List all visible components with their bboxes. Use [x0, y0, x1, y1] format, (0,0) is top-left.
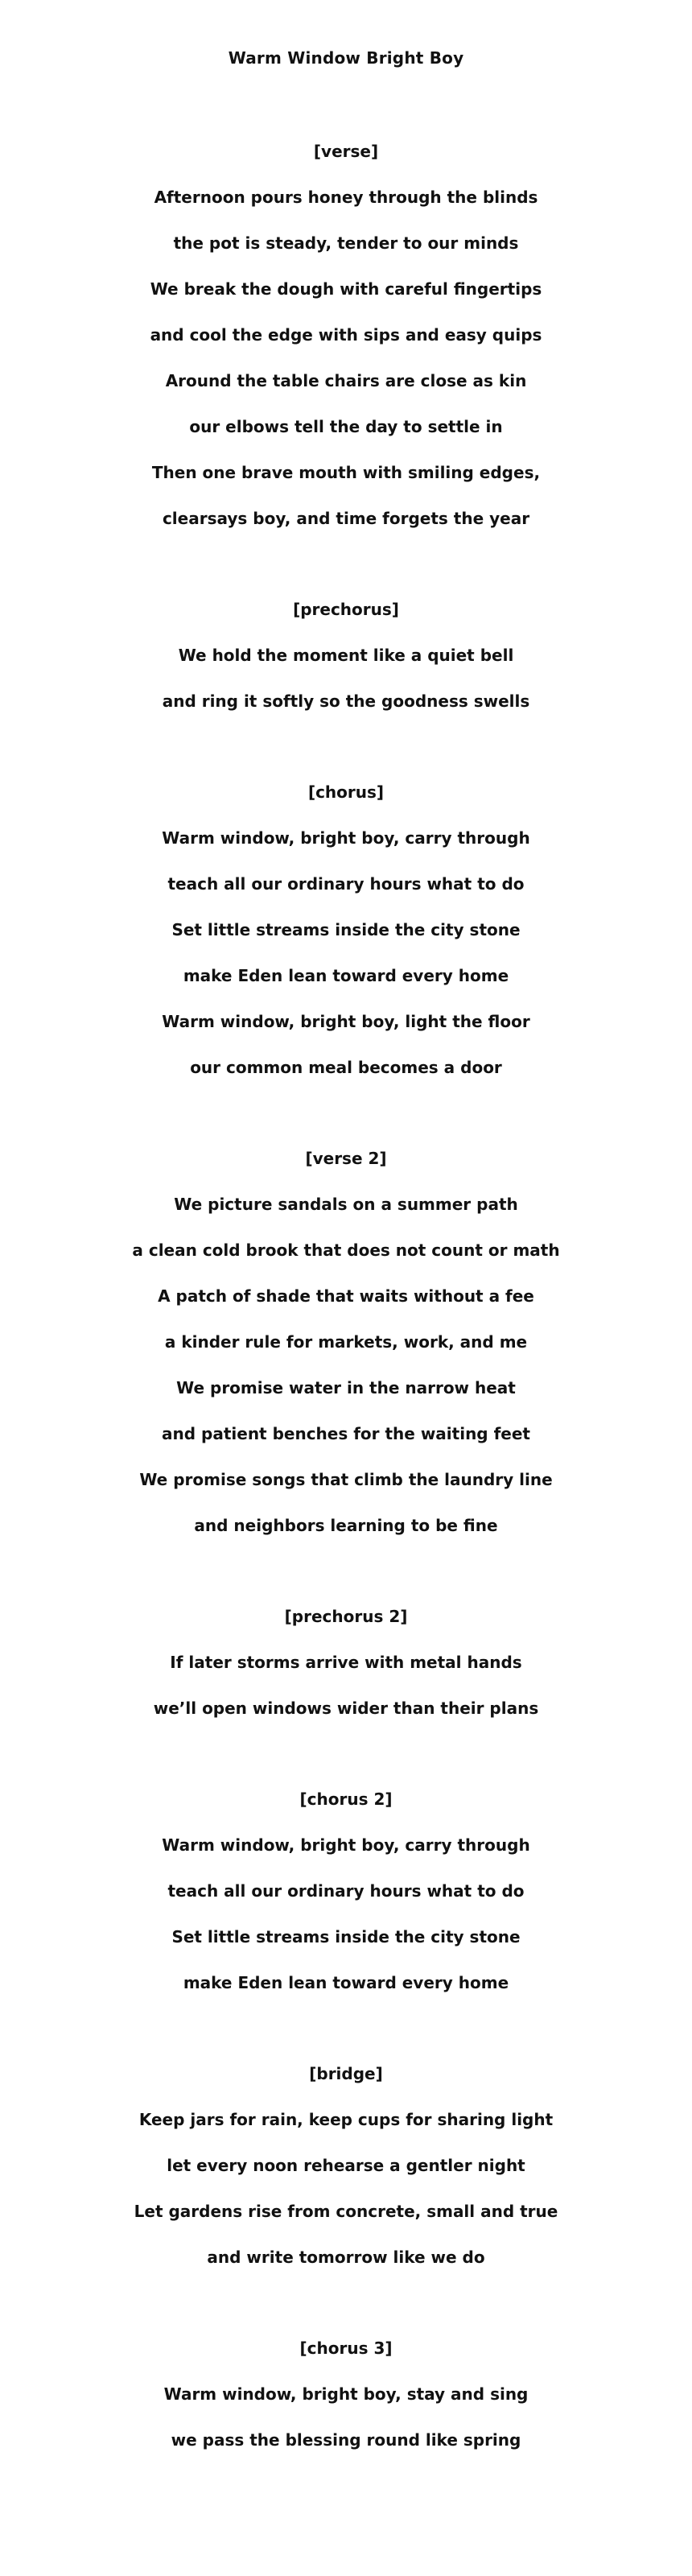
lyrics-section [0, 2051, 692, 2281]
lyric-line: our common meal becomes a door [190, 1058, 502, 1077]
lyric-line: If later storms arrive with metal hands [170, 1653, 522, 1672]
lyric-line: We break the dough with careful fingertips [150, 279, 542, 299]
lyric-line: Warm window, bright boy, light the floor [162, 1012, 530, 1031]
lyric-line: We hold the moment like a quiet bell [178, 646, 514, 665]
lyric-line: Warm window, bright boy, carry through [162, 1835, 530, 1855]
lyric-line: We promise water in the narrow heat [176, 1378, 516, 1397]
lyric-line: our elbows tell the day to settle in [189, 417, 503, 436]
lyric-line: and ring it softly so the goodness swells [162, 691, 530, 711]
section-tag: [bridge] [309, 2064, 383, 2083]
lyric-line: teach all our ordinary hours what to do [167, 1881, 525, 1901]
lyric-line: a kinder rule for markets, work, and me [164, 1332, 528, 1352]
lyric-line: Warm window, bright boy, stay and sing [163, 2384, 529, 2404]
lyrics-section [0, 2326, 692, 2463]
section-tag: [verse 2] [305, 1149, 387, 1168]
lyric-line: we’ll open windows wider than their plans [153, 1699, 539, 1718]
lyrics-section [0, 1136, 692, 1549]
lyric-line: Set little streams inside the city stone [171, 1927, 521, 1946]
lyric-line: teach all our ordinary hours what to do [167, 874, 525, 894]
lyric-line: Keep jars for rain, keep cups for sharing light [138, 2110, 554, 2129]
lyrics-section [0, 587, 692, 724]
lyric-line: Afternoon pours honey through the blinds [154, 188, 538, 207]
lyrics-section [0, 1594, 692, 1732]
lyric-line: Let gardens rise from concrete, small and true [134, 2202, 558, 2221]
song-title: Warm Window Bright Boy [228, 48, 464, 68]
lyric-line: and patient benches for the waiting feet [162, 1424, 530, 1443]
section-tag: [chorus 2] [299, 1790, 393, 1809]
lyric-line: We promise songs that climb the laundry line [139, 1470, 553, 1489]
lyric-line: and cool the edge with sips and easy quips [150, 325, 542, 345]
lyric-line: let every noon rehearse a gentler night [167, 2156, 525, 2175]
section-tag: [chorus 3] [299, 2339, 393, 2358]
lyric-line: Warm window, bright boy, carry through [162, 828, 530, 848]
lyric-line: make Eden lean toward every home [183, 1973, 509, 1992]
lyric-line: Set little streams inside the city stone [171, 920, 521, 939]
lyric-line: Then one brave mouth with smiling edges, [151, 463, 541, 482]
lyric-line: and write tomorrow like we do [207, 2248, 485, 2267]
section-tag: [verse] [313, 142, 379, 161]
lyric-line: the pot is steady, tender to our minds [173, 233, 519, 253]
lyric-line: A patch of shade that waits without a fee [158, 1286, 534, 1306]
lyric-line: and neighbors learning to be fine [194, 1516, 498, 1535]
section-tag: [chorus] [307, 782, 385, 802]
lyric-line: Around the table chairs are close as kin [165, 371, 527, 390]
lyrics-section [0, 129, 692, 542]
section-tag: [prechorus] [293, 600, 399, 619]
lyrics-section [0, 1777, 692, 2006]
lyric-line: make Eden lean toward every home [183, 966, 509, 985]
section-tag: [prechorus 2] [284, 1607, 408, 1626]
lyric-line: we pass the blessing round like spring [171, 2430, 521, 2450]
lyrics-body [0, 129, 692, 2463]
lyrics-section [0, 770, 692, 1091]
lyric-line: clearsays boy, and time forgets the year [162, 509, 530, 528]
lyric-line: a clean cold brook that does not count or math [132, 1241, 560, 1260]
lyric-line: We picture sandals on a summer path [174, 1195, 518, 1214]
